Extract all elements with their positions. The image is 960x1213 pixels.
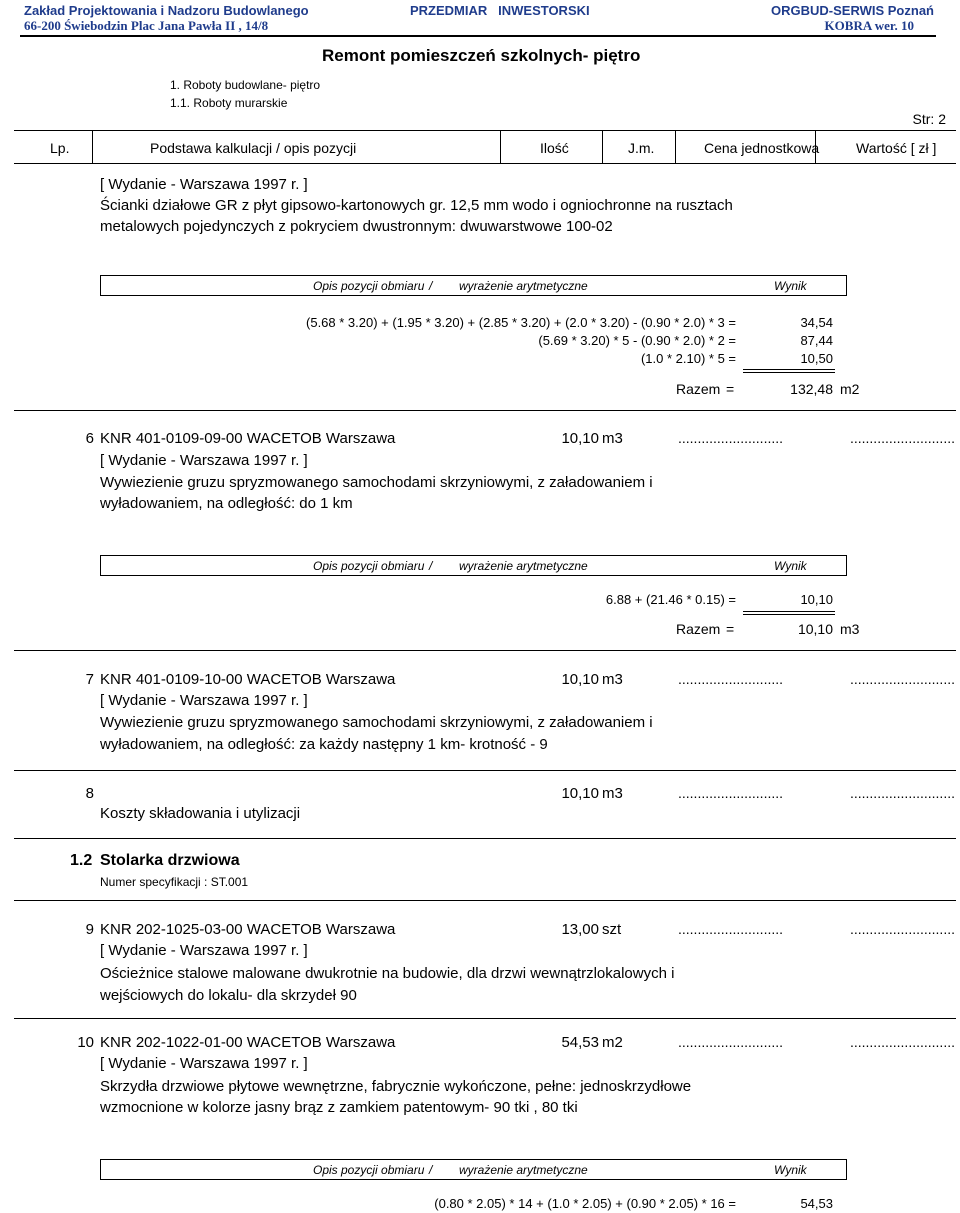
item-quantity: 10,10 (561, 785, 599, 802)
column-value: Wartość [ zł ] (856, 140, 937, 156)
item-description-line-2: metalowych pojedynczych z pokryciem dwustronnym: dwuwarstwowe 100-02 (100, 218, 613, 235)
page-number: Str: 2 (912, 111, 946, 127)
item-value: ........................... (849, 785, 955, 801)
item-value: ........................... (849, 921, 955, 937)
document-type: PRZEDMIAR INWESTORSKI (410, 3, 590, 18)
item-basis: KNR 401-0109-10-00 WACETOB Warszawa (100, 671, 396, 688)
measurement-header-result: Wynik (774, 559, 807, 573)
item-source: [ Wydanie - Warszawa 1997 r. ] (100, 452, 308, 469)
breadcrumb-level-1: 1. Roboty budowlane- piętro (170, 78, 321, 92)
item-unit: szt (602, 921, 622, 938)
section-title: Stolarka drzwiowa (100, 852, 240, 869)
measurement-result: 10,10 (800, 592, 833, 607)
company-name: Zakład Projektowania i Nadzoru Budowlanego (24, 3, 309, 18)
measurement-result: 10,50 (800, 351, 833, 366)
item-basis: KNR 401-0109-09-00 WACETOB Warszawa (100, 430, 396, 447)
item-value: ........................... (849, 671, 955, 687)
item-unit-price: ........................... (678, 785, 784, 801)
measurement-header-expr: wyrażenie arytmetyczne (459, 559, 588, 573)
total-value: 10,10 (797, 621, 833, 637)
measurement-header-sep: / (429, 1163, 433, 1177)
column-unit-price: Cena jednostkowa (704, 140, 820, 156)
item-description-line-1: Wywiezienie gruzu spryzmowanego samochodami skrzyniowymi, z załadowaniem i (100, 474, 653, 491)
item-quantity: 10,10 (561, 430, 599, 447)
measurement-expression: (5.69 * 3.20) * 5 - (0.90 * 2.0) * 2 = (538, 333, 736, 348)
measurement-header (100, 275, 847, 296)
breadcrumb-level-2: 1.1. Roboty murarskie (170, 96, 288, 110)
software-name: ORGBUD-SERWIS Poznań (771, 3, 934, 18)
item-unit-price: ........................... (678, 921, 784, 937)
measurement-header-desc: Opis pozycji obmiaru (313, 1163, 425, 1177)
measurement-header-result: Wynik (774, 1163, 807, 1177)
measurement-expression: (1.0 * 2.10) * 5 = (640, 351, 736, 366)
total-double-rule (743, 369, 835, 370)
measurement-expression: 6.88 + (21.46 * 0.15) = (605, 592, 736, 607)
item-unit: m2 (602, 1034, 623, 1051)
software-version: KOBRA wer. 10 (824, 18, 914, 33)
item-separator (14, 770, 956, 771)
measurement-header-sep: / (429, 559, 433, 573)
measurement-result: 87,44 (800, 333, 833, 348)
measurement-header (100, 555, 847, 576)
item-source: [ Wydanie - Warszawa 1997 r. ] (100, 1055, 308, 1072)
column-basis: Podstawa kalkulacji / opis pozycji (150, 140, 357, 156)
column-unit: J.m. (628, 140, 655, 156)
company-address: 66-200 Świebodzin Plac Jana Pawła II , 14/8 (24, 18, 269, 33)
measurement-header-expr: wyrażenie arytmetyczne (459, 1163, 588, 1177)
item-description-line-1: Koszty składowania i utylizacji (100, 805, 301, 822)
total-unit: m3 (840, 621, 860, 637)
item-unit: m3 (602, 671, 623, 688)
item-lp: 7 (85, 671, 94, 688)
page-title: Remont pomieszczeń szkolnych- piętro (322, 46, 641, 65)
total-equals: = (726, 381, 735, 397)
item-lp: 9 (85, 921, 94, 938)
item-basis: KNR 202-1025-03-00 WACETOB Warszawa (100, 921, 396, 938)
total-double-rule (743, 614, 835, 615)
item-unit-price: ........................... (678, 1034, 784, 1050)
item-description-line-1: Ościeżnice stalowe malowane dwukrotnie na budowie, dla drzwi wewnątrzlokalowych i (100, 965, 675, 982)
item-description-line-2: wejściowych do lokalu- dla skrzydeł 90 (100, 987, 357, 1004)
spec-number: Numer specyfikacji : ST.001 (100, 875, 249, 889)
item-quantity: 54,53 (561, 1034, 599, 1051)
column-divider (500, 130, 501, 164)
item-value: ........................... (849, 430, 955, 446)
item-separator (14, 650, 956, 651)
total-unit: m2 (840, 381, 860, 397)
item-lp: 8 (85, 785, 94, 802)
measurement-header-result: Wynik (774, 279, 807, 293)
measurement-result: 54,53 (800, 1196, 833, 1211)
item-quantity: 13,00 (561, 921, 599, 938)
item-unit-price: ........................... (678, 430, 784, 446)
total-label: Razem (676, 381, 721, 397)
item-unit: m3 (602, 785, 623, 802)
item-description-line-2: wzmocnione w kolorze jasny brąz z zamkiem patentowym- 90 tki , 80 tki (100, 1099, 578, 1116)
item-source: [ Wydanie - Warszawa 1997 r. ] (100, 942, 308, 959)
measurement-expression: (5.68 * 3.20) + (1.95 * 3.20) + (2.85 * 3.20) + (2.0 * 3.20) - (0.90 * 2.0) * 3 = (306, 315, 736, 330)
header-rule (20, 35, 936, 37)
item-value: ........................... (849, 1034, 955, 1050)
item-lp: 10 (77, 1034, 94, 1051)
column-divider (675, 130, 676, 164)
item-description-line-1: Skrzydła drzwiowe płytowe wewnętrzne, fabrycznie wykończone, pełne: jednoskrzydłowe (100, 1078, 692, 1095)
item-unit: m3 (602, 430, 623, 447)
measurement-header-desc: Opis pozycji obmiaru (313, 279, 425, 293)
item-quantity: 10,10 (561, 671, 599, 688)
item-description-line-2: wyładowaniem, na odległość: do 1 km (100, 495, 353, 512)
item-description-line-2: wyładowaniem, na odległość: za każdy następny 1 km- krotność - 9 (100, 736, 548, 753)
total-equals: = (726, 621, 735, 637)
item-unit-price: ........................... (678, 671, 784, 687)
item-separator (14, 900, 956, 901)
measurement-header-desc: Opis pozycji obmiaru (313, 559, 425, 573)
item-basis: KNR 202-1022-01-00 WACETOB Warszawa (100, 1034, 396, 1051)
item-separator (14, 838, 956, 839)
item-separator (14, 410, 956, 411)
measurement-expression: (0.80 * 2.05) * 14 + (1.0 * 2.05) + (0.90 * 2.05) * 16 = (434, 1196, 736, 1211)
measurement-header-expr: wyrażenie arytmetyczne (459, 279, 588, 293)
item-description-line-1: Wywiezienie gruzu spryzmowanego samochodami skrzyniowymi, z załadowaniem i (100, 714, 653, 731)
measurement-result: 34,54 (800, 315, 833, 330)
measurement-header (100, 1159, 847, 1180)
measurement-header-sep: / (429, 279, 433, 293)
total-label: Razem (676, 621, 721, 637)
total-value: 132,48 (790, 381, 833, 397)
item-separator (14, 1018, 956, 1019)
item-description-line-1: Ścianki działowe GR z płyt gipsowo-kartonowych gr. 12,5 mm wodo i ogniochronne na rusztach (100, 197, 733, 214)
column-divider (92, 130, 93, 164)
total-double-rule (743, 372, 835, 373)
column-lp: Lp. (50, 140, 70, 156)
column-divider (602, 130, 603, 164)
column-quantity: Ilość (540, 140, 569, 156)
total-double-rule (743, 611, 835, 612)
item-source: [ Wydanie - Warszawa 1997 r. ] (100, 692, 308, 709)
item-source: [ Wydanie - Warszawa 1997 r. ] (100, 176, 308, 193)
item-lp: 6 (85, 430, 94, 447)
section-number: 1.2 (70, 852, 93, 869)
